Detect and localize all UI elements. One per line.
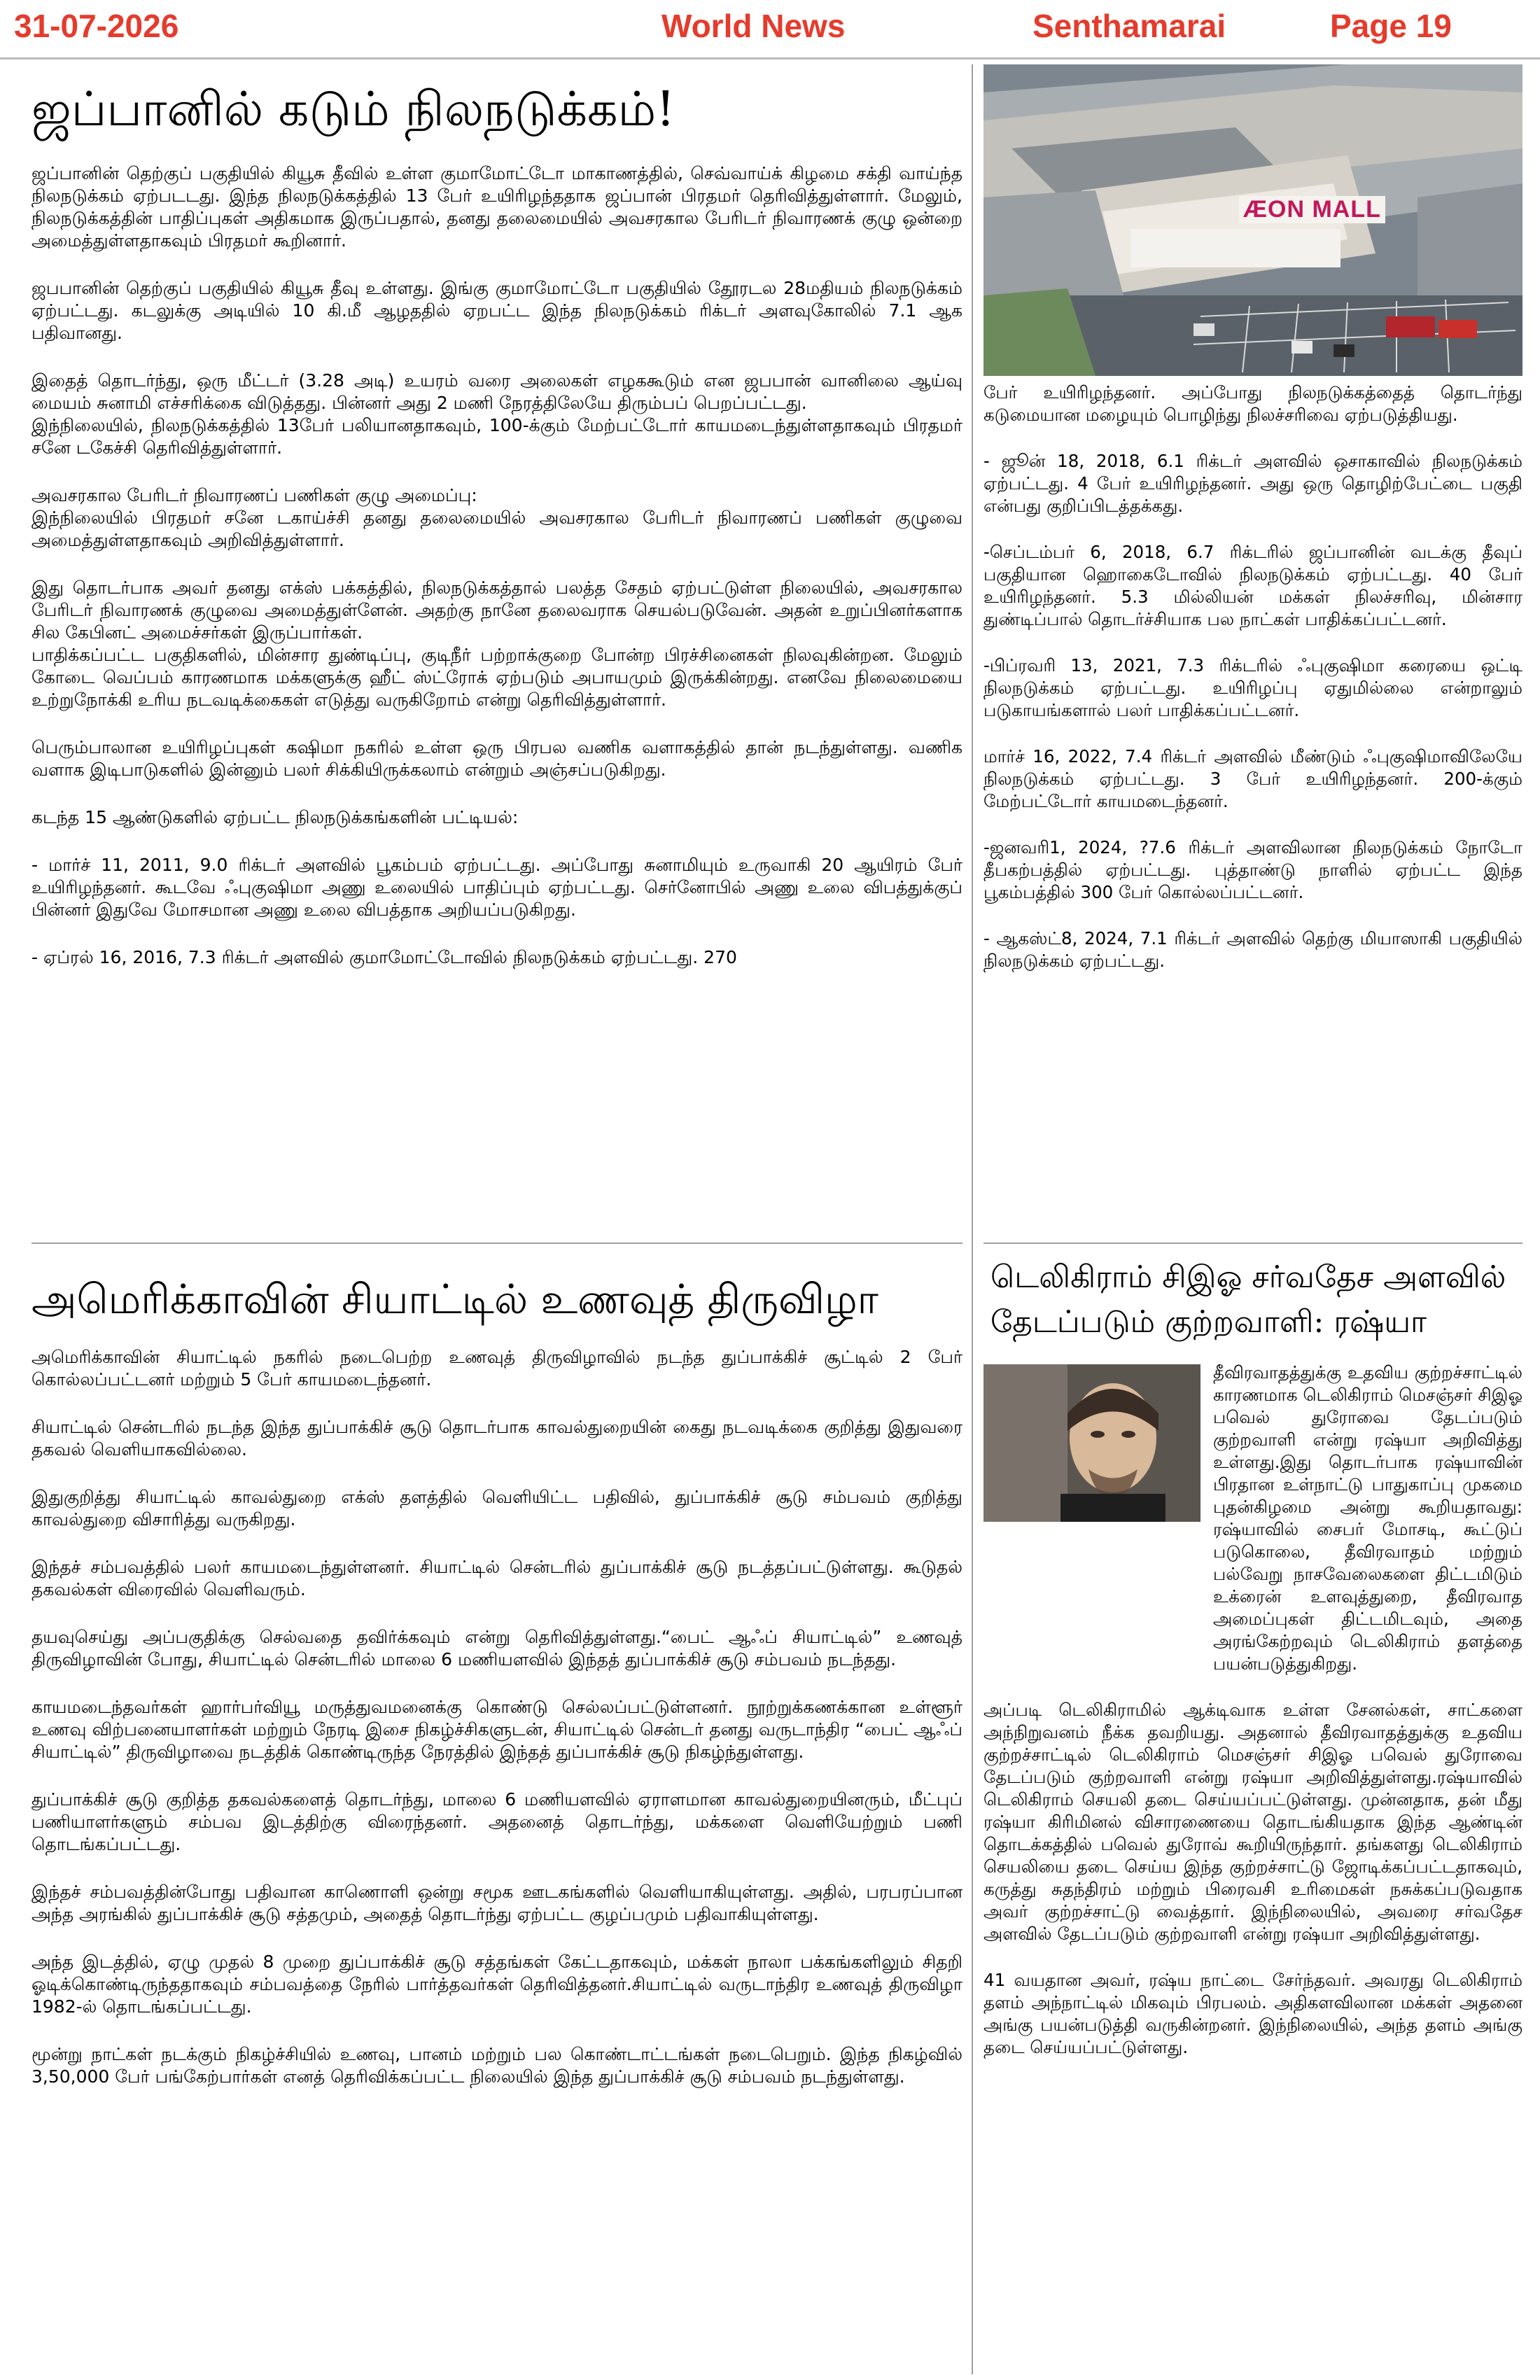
left-column [31, 64, 962, 2113]
article-paragraph: - மார்ச் 11, 2011, 9.0 ரிக்டர் அளவில் பூகம்பம் ஏற்பட்டது. அப்போது சுனாமியும் உருவாகி 20 ஆயிரம் பேர் உயிரிழந்தனர். கூடவே ஃபுகுஷிமா அணு உலையில் பாதிப்பும் ஏற்பட்டது. செர்னோபில் அணு உலை விபத்துக்குப் பின்னர் இதுவே மோசமான அணு உலை விபத்தாக அறியப்படுகிறது. [31, 855, 962, 920]
article-paragraph: -ஜனவரி1, 2024, ?7.6 ரிக்டர் அளவிலான நிலநடுக்கம் நோடோ தீபகற்பத்தில் ஏற்பட்டது. புத்தாண்டு நாளில் ஏற்பட்ட இந்த பூகம்பத்தில் 300 பேர் கொல்லப்பட்டனர். [983, 837, 1522, 902]
right-column [983, 64, 1522, 2082]
article-paragraph: மூன்று நாட்கள் நடக்கும் நிகழ்ச்சியில் உணவு, பானம் மற்றும் பல கொண்டாட்டங்கள் நடைபெறும். இந்த நிகழ்வில் 3,50,000 பேர் பங்கேற்பார்கள் எனத் தெரிவிக்கப்பட்ட நிலையில் இந்த துப்பாக்கிச் சூடு சம்பவம் நடந்துள்ளது. [31, 2044, 962, 2087]
article-paragraph: தயவுசெய்து அப்பகுதிக்கு செல்வதை தவிர்க்கவும் என்று தெரிவித்துள்ளது.“பைட் ஆஃப் சியாட்டில்” உணவுத் திருவிழாவின் போது, சியாட்டில் சென்டரில் மாலை 6 மணியளவில் இந்தத் துப்பாக்கிச் சூடு சம்பவம் நடந்தது. [31, 1627, 962, 1670]
issue-date: 31-07-2026 [14, 8, 179, 44]
article-headline: டெலிகிராம் சிஇஓ சர்வதேச அளவில் தேடப்படும் குற்றவாளி: ரஷ்யா [990, 1259, 1506, 1340]
article-paragraph: அந்த இடத்தில், ஏழு முதல் 8 முறை துப்பாக்கிச் சூடு சத்தங்கள் கேட்டதாகவும், மக்கள் நாலா பக்கங்களிலும் சிதறி ஓடிக்கொண்டிருந்ததாகவும் சம்பவத்தை நேரில் பார்த்தவர்கள் தெரிவித்தனர்.சியாட்டில் வருடாந்திர உணவுத் திருவிழா 1982-ல் தொடங்கப்பட்டது. [31, 1952, 962, 2017]
article-paragraph: இந்தச் சம்பவத்தின்போது பதிவான காணொளி ஒன்று சமூக ஊடகங்களில் வெளியாகியுள்ளது. அதில், பரபரப்பான அந்த அரங்கில் துப்பாக்கிச் சூடு சத்தமும், அதைத் தொடர்ந்து ஏற்பட்ட குழப்பமும் பதிவாகியுள்ளது. [31, 1882, 962, 1924]
newspaper-name: Senthamarai [1032, 8, 1226, 44]
article-japan-earthquake [31, 78, 962, 1256]
article-paragraph: -பிப்ரவரி 13, 2021, 7.3 ரிக்டரில் ஃபுகுஷிமா கரையை ஒட்டி நிலநடுக்கம் ஏற்பட்டது. உயிரிழப்பு ஏதுமில்லை என்றாலும் படுகாயங்களால் பலர் பாதிக்கப்பட்டனர். [983, 655, 1522, 720]
article-paragraph: 41 வயதான அவர், ரஷ்ய நாட்டை சேர்ந்தவர். அவரது டெலிகிராம் தளம் அந்நாட்டில் மிகவும் பிரபலம். அதிகளவிலான மக்கள் அதனை அங்கு பயன்படுத்தி வருகின்றனர். இந்நிலையில், அந்த தளம் அங்கு தடை செய்யப்பட்டுள்ளது. [983, 1970, 1522, 2057]
mall-sign: ÆON MALL [1239, 196, 1385, 223]
article-paragraph: அவசரகால பேரிடர் நிவாரணப் பணிகள் குழு அமைப்பு: இந்நிலையில் பிரதமர் சனே டகாய்ச்சி தனது தலைமையில் அவசரகால பேரிடர் நிவாரணப் பணிகள் குழுவை அமைத்துள்ளதாகவும் அறிவித்துள்ளார். [31, 485, 962, 550]
article-paragraph: இந்தச் சம்பவத்தில் பலர் காயமடைந்துள்ளனர். சியாட்டில் சென்டரில் துப்பாக்கிச் சூடு நடத்தப்பட்டுள்ளது. கூடுதல் தகவல்கள் விரைவில் வெளிவரும். [31, 1557, 962, 1600]
article-paragraph: இதுகுறித்து சியாட்டில் காவல்துறை எக்ஸ் தளத்தில் வெளியிட்ட பதிவில், துப்பாக்கிச் சூடு சம்பவம் குறித்து காவல்துறை விசாரித்து வருகிறது. [31, 1487, 962, 1530]
article-paragraph: -செப்டம்பர் 6, 2018, 6.7 ரிக்டரில் ஜப்பானின் வடக்கு தீவுப் பகுதியான ஹொகைடோவில் நிலநடுக்கம் ஏற்பட்டது. 40 பேர் உயிரிழந்தனர். 5.3 மில்லியன் மக்கள் நிலச்சரிவு, மின்சார துண்டிப்பால் தொடர்ச்சியாக பல நாட்கள் பாதிக்கப்பட்டனர். [983, 542, 1522, 629]
article-headline: ஜப்பானில் கடும் நிலநடுக்கம்! [31, 82, 676, 137]
article-japan-earthquake-continued [983, 64, 1522, 1242]
pavel-durov-photo [983, 1364, 1200, 1522]
article-paragraph: அப்படி டெலிகிராமில் ஆக்டிவாக உள்ள சேனல்கள், சாட்களை அந்நிறுவனம் நீக்க தவறியது. அதனால் தீவிரவாதத்துக்கு உதவிய குற்றச்சாட்டில் டெலிகிராம் மெசஞ்சர் சிஇஓ பவெல் துரோவை தேடப்படும் குற்றவாளி என்று ரஷ்யா அறிவித்துள்ளது.ரஷ்யாவில் டெலிகிராம் செயலி தடை செய்யப்பட்டுள்ளது. முன்னதாக, தன் மீது ரஷ்யா கிரிமினல் விசாரணையை தொடங்கியதாக இந்த ஆண்டின் தொடக்கத்தில் பவெல் துரோவ் கூறியிருந்தார். தங்களது டெலிகிராம் செயலியை தடை செய்ய இந்த குற்றச்சாட்டு ஜோடிக்கப்பட்டதாகவும், கருத்து சுதந்திரம் மற்றும் பிரைவசி உரிமைகள் நசுக்கப்படுவதாக அவர் குற்றச்சாட்டு வைத்தார். இந்நிலையில், அவரை சர்வதேச அளவில் தேடப்படும் குற்றவாளி என்று ரஷ்யா அறிவித்துள்ளது. [983, 1700, 1522, 1944]
article-paragraph: அமெரிக்காவின் சியாட்டில் நகரில் நடைபெற்ற உணவுத் திருவிழாவில் நடந்த துப்பாக்கிச் சூட்டில் 2 பேர் கொல்லப்பட்டனர் மற்றும் 5 பேர் காயமடைந்தனர். [31, 1347, 962, 1390]
column-divider [972, 64, 973, 2374]
article-paragraph: தீவிரவாதத்துக்கு உதவிய குற்றச்சாட்டில் காரணமாக டெலிகிராம் மெசஞ்சர் சிஇஓ பவெல் துரோவை தேடப்படும் குற்றவாளி என்று ரஷ்யா அறிவித்து உள்ளது.இது தொடர்பாக ரஷ்யாவின் பிரதான உள்நாட்டு பாதுகாப்பு முகமை புதன்கிழமை அன்று கூறியதாவது: ரஷ்யாவில் சைபர் மோசடி, கூட்டுப் படுகொலை, தீவிரவாதம் மற்றும் பல்வேறு நாசவேலைகளை திட்டமிடும் உக்ரைன் உளவுத்துறை, தீவிரவாத அமைப்புகள் திட்டமிடவும், அதை அரங்கேற்றவும் டெலிகிராம் தளத்தை பயன்படுத்துகிறது. [1213, 1362, 1522, 1674]
article-paragraph: கடந்த 15 ஆண்டுகளில் ஏற்பட்ட நிலநடுக்கங்களின் பட்டியல்: [31, 807, 519, 827]
article-paragraph: துப்பாக்கிச் சூடு குறித்த தகவல்களைத் தொடர்ந்து, மாலை 6 மணியளவில் ஏராளமான காவல்துறையினரும், மீட்புப் பணியாளர்களும் சம்பவ இடத்திற்கு விரைந்தனர். அதனைத் தொடர்ந்து, மக்களை வெளியேற்றும் பணி தொடங்கப்பட்டது. [31, 1789, 962, 1854]
article-seattle-festival [31, 1270, 962, 2088]
article-paragraph: ஜபபானின் தெற்குப் பகுதியில் கியூசு தீவு உள்ளது. இங்கு குமாமோட்டோ பகுதியில் தேூரடல 28மதியம் நிலநடுக்கம் ஏற்பட்டது. கடலுக்கு அடியில் 10 கி.மீ ஆழததில் ஏறபட்ட இந்த நிலநடுக்கம் ரிக்டர் அளவுகோலில் 7.1 ஆக பதிவானது. [31, 278, 962, 343]
article-paragraph: - ஏப்ரல் 16, 2016, 7.3 ரிக்டர் அளவில் குமாமோட்டோவில் நிலநடுக்கம் ஏற்பட்டது. 270 [31, 947, 737, 967]
page-header [0, 0, 1540, 59]
article-paragraph: மார்ச் 16, 2022, 7.4 ரிக்டர் அளவில் மீண்டும் ஃபுகுஷிமாவிலேயே நிலநடுக்கம் ஏற்பட்டது. 3 பேர் உயிரிழந்தனர். 200-க்கும் மேற்பட்டோர் காயமடைந்தனர். [983, 746, 1522, 811]
article-paragraph: பெரும்பாலான உயிரிழப்புகள் கஷிமா நகரில் உள்ள ஒரு பிரபல வணிக வளாகத்தில் தான் நடந்துள்ளது. வணிக வளாக இடிபாடுகளில் இன்னும் பலர் சிக்கியிருக்கலாம் என்றும் அஞ்சப்படுகிறது. [31, 737, 962, 780]
article-paragraph: இதைத் தொடர்ந்து, ஒரு மீட்டர் (3.28 அடி) உயரம் வரை அலைகள் எழககூடும் என ஜபபான் வானிலை ஆய்வு மையம் சுனாமி எச்சரிக்கை விடுத்தது. பின்னர் அது 2 மணி நேரத்திலேயே திரும்பப் பெறப்பட்டது. இந்நிலையில், நிலநடுக்கத்தில் 13பேர் பலியானதாகவும், 100-க்கும் மேற்பட்டோர் காயமடைந்துள்ளதாகவும் பிரதமர் சனே டகேச்சி தெரிவித்துள்ளார். [31, 370, 962, 458]
article-telegram-ceo [983, 1255, 1522, 2059]
article-paragraph: சியாட்டில் சென்டரில் நடந்த இந்த துப்பாக்கிச் சூடு தொடர்பாக காவல்துறையின் கைது நடவடிக்கை குறித்து இதுவரை தகவல் வெளியாகவில்லை. [31, 1417, 962, 1460]
page-number: Page 19 [1330, 8, 1452, 44]
article-paragraph: காயமடைந்தவர்கள் ஹார்பர்வியூ மருத்துவமனைக்கு கொண்டு செல்லப்பட்டுள்ளனர். நூற்றுக்கணக்கான உள்ளூர் உணவு விற்பனையாளர்கள் மற்றும் நேரடி இசை நிகழ்ச்சிகளுடன், சியாட்டில் சென்டர் தனது வருடாந்திர “பைட் ஆஃப் சியாட்டில்” திருவிழாவை நடத்திக் கொண்டிருந்த நேரத்தில் இந்தத் துப்பாக்கிச் சூடு நிகழ்ந்துள்ளது. [31, 1697, 962, 1762]
article-paragraph: இது தொடர்பாக அவர் தனது எக்ஸ் பக்கத்தில், நிலநடுக்கத்தால் பலத்த சேதம் ஏற்பட்டுள்ள நிலையில், அவசரகால பேரிடர் நிவாரணக் குழுவை அமைத்துள்ளேன். அதற்கு நானே தலைவராக செயல்படுவேன். அதன் உறுப்பினர்களாக சில கேபினட் அமைச்சர்கள் இருப்பார்கள். பாதிக்கப்பட்ட பகுதிகளில், மின்சார துண்டிப்பு, குடிநீர் பற்றாக்குறை போன்ற பிரச்சினைகள் நிலவுகின்றன. மேலும் கோடை வெப்பம் காரணமாக மக்களுக்கு ஹீட் ஸ்ட்ரோக் ஏற்படும் அபாயமும் இருக்கின்றது. எனவே நிலைமையை உற்றுநோக்கி உரிய நடவடிக்கைகள் எடுத்து வருகிறோம் என்று தெரிவித்துள்ளார். [31, 578, 962, 710]
article-paragraph: பேர் உயிரிழந்தனர். அப்போது நிலநடுக்கத்தைத் தொடர்ந்து கடுமையான மழையும் பொழிந்து நிலச்சரிவை ஏற்படுத்தியது. [983, 382, 1522, 425]
section-title: World News [662, 8, 846, 44]
article-paragraph: - ஜூன் 18, 2018, 6.1 ரிக்டர் அளவில் ஒசாகாவில் நிலநடுக்கம் ஏற்பட்டது. 4 பேர் உயிரிழந்தனர். அது ஒரு தொழிற்பேட்டை பகுதி என்பது குறிப்பிடத்தக்கது. [983, 451, 1522, 516]
article-paragraph: ஜப்பானின் தெற்குப் பகுதியில் கியூசு தீவில் உள்ள குமாமோட்டோ மாகாணத்தில், செவ்வாய்க் கிழமை சக்தி வாய்ந்த நிலநடுக்கம் ஏற்படடது. இந்த நிலநடுக்கத்தில் 13 பேர் உயிரிழந்ததாக ஜப்பான் பிரதமர் தெரிவித்துள்ளார். மேலும், நிலநடுக்கத்தின் பாதிப்புகள் அதிகமாக இருப்பதால், தனது தலைமையில் அவசரகால பேரிடர் நிவாரணக் குழு ஒன்றை அமைத்துள்ளதாகவும் பிரதமர் கூறினார். [31, 163, 962, 251]
article-paragraph: - ஆகஸ்ட்8, 2024, 7.1 ரிக்டர் அளவில் தெற்கு மியாஸாகி பகுதியில் நிலநடுக்கம் ஏற்பட்டது. [983, 928, 1522, 971]
portrait-illustration [983, 1364, 1200, 1522]
article-headline: அமெரிக்காவின் சியாட்டில் உணவுத் திருவிழா [31, 1275, 878, 1323]
photo-intro-block [983, 1362, 1522, 1675]
earthquake-mall-photo [983, 64, 1522, 376]
